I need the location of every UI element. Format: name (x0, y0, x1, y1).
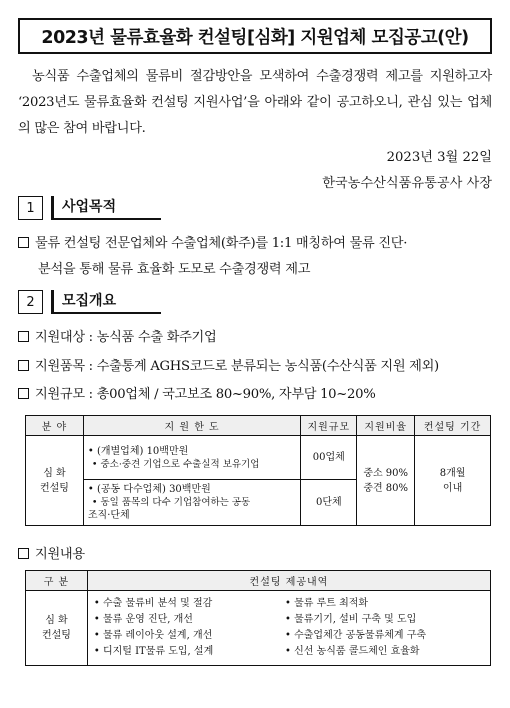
header-limit: 지 원 한 도 (83, 416, 300, 436)
category-cell (26, 591, 88, 666)
field-cell (26, 436, 84, 526)
list-item: • 수출 물류비 분석 및 절감 (93, 598, 213, 609)
support-scale-text: 지원규모 : 총00업체 / 국고보조 80~90%, 자부담 10~20% (35, 387, 376, 402)
intro-text: 농식품 수출업체의 물류비 절감방안을 모색하여 수출경쟁력 제고를 지원하고자 ‘2023년도 물류효율화 컨설팅 지원사업’을 아래와 같이 공고하오니, 관심 있는 업체의 많은 참여 바랍니다. (18, 69, 492, 136)
list-item: • 물류기기, 설비 구축 및 도입 (285, 614, 417, 625)
limit-cell-group (83, 480, 300, 526)
issuer-name: 한국농수산식품유통공사 사장 (322, 176, 492, 191)
table-row (26, 436, 491, 480)
ratio-line-1: 중소 90% (363, 467, 409, 479)
header-ratio: 지원비율 (357, 416, 415, 436)
support-content-label (18, 542, 85, 568)
ratio-line-2: 중견 80% (363, 482, 409, 494)
limit-individual-sub: • 중소·중견 기업으로 수출실적 보유기업 (91, 458, 260, 470)
header-scale: 지원규모 (301, 416, 357, 436)
checkbox-icon (18, 548, 29, 559)
scale-cell-individual: 00업체 (301, 436, 357, 480)
table-row (26, 591, 491, 666)
limit-cell-individual (83, 436, 300, 480)
table-header-row (26, 416, 491, 436)
content-right-column (285, 596, 476, 660)
header-category: 구 분 (26, 571, 88, 591)
support-target-text: 지원대상 : 농식품 수출 화주기업 (35, 330, 217, 345)
list-item: • 물류 운영 진단, 개선 (93, 614, 193, 625)
support-scale (18, 382, 375, 408)
section-1-line-1: 물류 컨설팅 전문업체와 수출업체(화주)를 1:1 매칭하여 물류 진단· (35, 236, 408, 251)
announcement-date: 2023년 3월 22일 (386, 150, 492, 165)
list-item: • 디지털 IT물류 도입, 설계 (93, 646, 214, 657)
section-1-line-2: 분석을 통해 물류 효율화 도모로 수출경쟁력 제고 (38, 262, 311, 277)
checkbox-icon (18, 360, 29, 371)
checkbox-icon (18, 237, 29, 248)
content-left-column (94, 596, 285, 660)
ratio-cell (357, 436, 415, 526)
intro-paragraph (18, 64, 492, 142)
support-items-text: 지원품목 : 수출통계 AGHS코드로 분류되는 농식품(수산식품 지원 제외) (35, 359, 439, 374)
scale-cell-group: 0단체 (301, 480, 357, 526)
support-items (18, 354, 439, 380)
section-2-number: 2 (18, 290, 43, 314)
checkbox-icon (18, 331, 29, 342)
support-content-label-text: 지원내용 (35, 547, 85, 562)
section-1-title: 사업목적 (51, 196, 161, 220)
list-item: • 물류 루트 최적화 (285, 598, 369, 609)
consulting-content-table (25, 570, 491, 666)
section-1-text (18, 231, 407, 257)
field-line-2: 컨설팅 (39, 482, 69, 494)
list-item: • 수출업체간 공동물류체계 구축 (285, 630, 427, 641)
list-item: • 물류 레이아웃 설계, 개선 (93, 630, 213, 641)
header-field: 분 야 (26, 416, 84, 436)
limit-group-sub-2: 조직·단체 (87, 510, 130, 521)
limit-group-main: • (공동 다수업체) 30백만원 (87, 484, 211, 495)
limit-individual-main: • (개별업체) 10백만원 (87, 445, 189, 457)
period-line-2: 이내 (442, 482, 463, 494)
category-line-2: 컨설팅 (41, 630, 71, 641)
support-overview-table (25, 415, 491, 526)
section-1-heading (18, 196, 161, 220)
checkbox-icon (18, 388, 29, 399)
limit-group-sub: • 동일 품목의 다수 기업참여하는 공동 (91, 497, 251, 508)
period-cell (415, 436, 491, 526)
support-target (18, 325, 216, 351)
section-1-number: 1 (18, 196, 43, 220)
category-line-1: 심 화 (45, 615, 68, 626)
section-2-heading (18, 290, 161, 314)
field-line-1: 심 화 (43, 467, 66, 479)
header-period: 컨설팅 기간 (415, 416, 491, 436)
table-header-row (26, 571, 491, 591)
content-cell (87, 591, 490, 666)
list-item: • 신선 농식품 콜드체인 효율화 (285, 646, 420, 657)
header-content: 컨설팅 제공내역 (87, 571, 490, 591)
page-title: 2023년 물류효율화 컨설팅[심화] 지원업체 모집공고(안) (18, 18, 492, 54)
period-line-1: 8개월 (439, 467, 466, 479)
section-2-title: 모집개요 (51, 290, 161, 314)
